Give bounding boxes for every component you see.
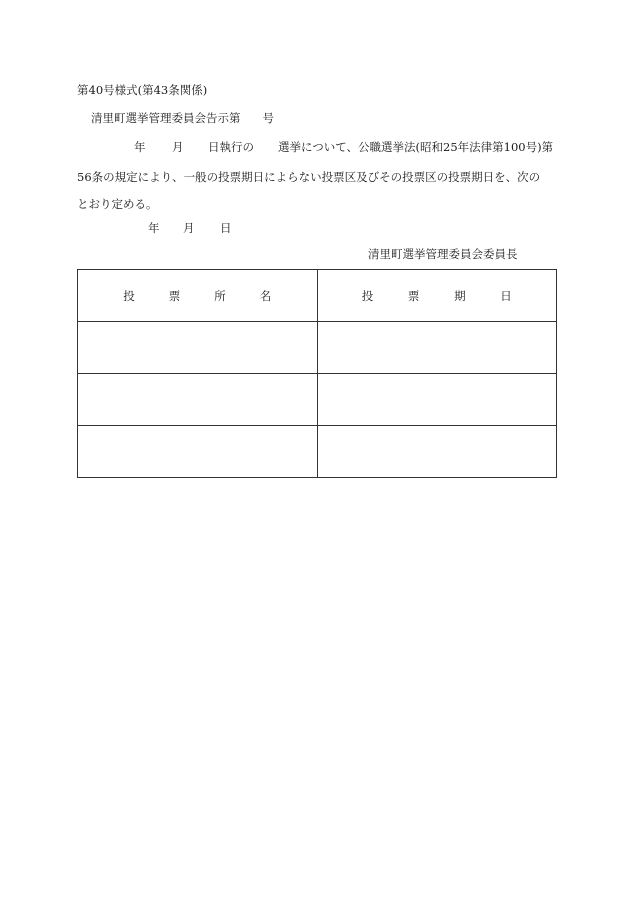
polling-place-cell [78,322,318,374]
polling-schedule-table [77,269,557,478]
header-char: 名 [259,288,272,303]
chairman-signature: 清里町選挙管理委員会委員長 [368,247,518,261]
date-day: 日 [220,221,232,235]
header-char: 期 [454,288,466,303]
body-text-2: 56条の規定により、一般の投票期日によらない投票区及びその投票区の投票期日を、次の [77,170,541,184]
header-polling-date [317,270,557,322]
table-header-row [78,270,557,322]
polling-date-cell [317,374,557,426]
body-text-1: 選挙について、公職選挙法(昭和25年法律第100号)第 [278,140,554,154]
header-char: 日 [500,288,512,303]
polling-place-cell [78,426,318,478]
body-day-exec: 日執行の [208,140,254,154]
header-char: 投 [123,288,135,303]
date-year: 年 [148,221,160,235]
form-number: 第40号様式(第43条関係) [77,83,208,97]
notice-prefix: 清里町選挙管理委員会告示第 [91,111,241,125]
notice-suffix: 号 [262,111,274,125]
header-char: 所 [214,288,226,303]
table-row [78,322,557,374]
body-text-3: とおり定める。 [77,197,158,211]
date-month: 月 [183,221,195,235]
polling-place-cell [78,374,318,426]
header-char: 投 [361,288,374,303]
table-row [78,374,557,426]
header-polling-place [78,270,318,322]
body-month: 月 [172,140,184,154]
polling-date-cell [317,322,557,374]
header-char: 票 [168,288,181,303]
polling-date-cell [317,426,557,478]
header-char: 票 [407,288,420,303]
body-year: 年 [134,140,146,154]
notice-number-line [91,111,274,125]
table-row [78,426,557,478]
